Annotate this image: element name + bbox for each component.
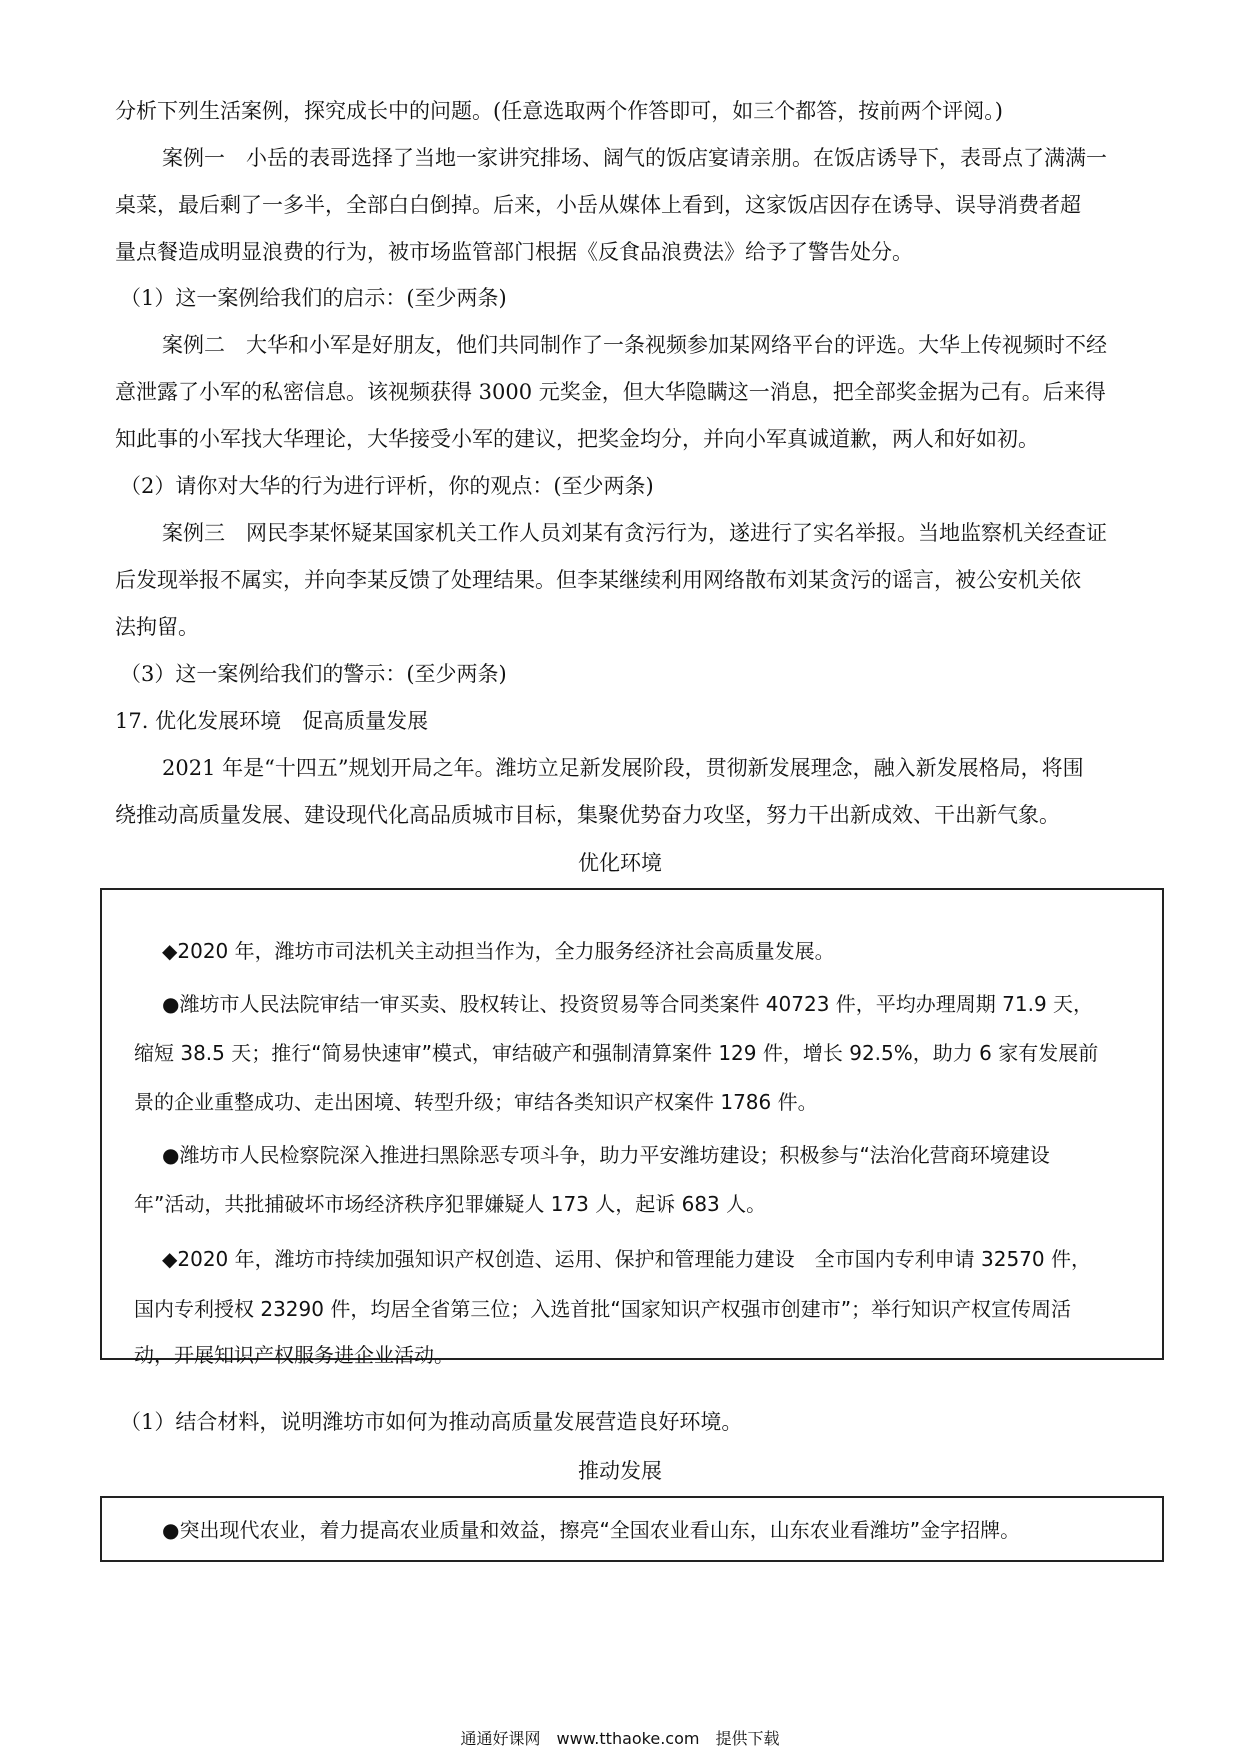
case1-question: （1）这一案例给我们的启示：(至少两条)	[120, 286, 507, 310]
case2-line-2: 意泄露了小军的私密信息。该视频获得 3000 元奖金，但大华隐瞒这一消息，把全部奖金据为己有。后来得	[115, 380, 1106, 404]
box2-line-1: ●突出现代农业，着力提高农业质量和效益，擦亮“全国农业看山东，山东农业看潍坊”金字招牌。	[162, 1518, 1021, 1542]
box1-line-6: 年”活动，共批捕破坏市场经济秩序犯罪嫌疑人 173 人，起诉 683 人。	[134, 1192, 767, 1216]
box1-line-3: 缩短 38.5 天；推行“简易快速审”模式，审结破产和强制清算案件 129 件，增长 92.5%，助力 6 家有发展前	[134, 1041, 1099, 1065]
box1-line-5: ●潍坊市人民检察院深入推进扫黑除恶专项斗争，助力平安潍坊建设；积极参与“法治化营商环境建设	[162, 1143, 1050, 1167]
footer-source: 通通好课网 www.tthaoke.com 提供下载	[460, 1729, 780, 1748]
question-17-title: 17. 优化发展环境 促高质量发展	[115, 709, 429, 733]
question-17-1: （1）结合材料，说明潍坊市如何为推动高质量发展营造良好环境。	[120, 1410, 743, 1434]
material-box-development	[100, 1496, 1164, 1562]
box1-line-2: ●潍坊市人民法院审结一审买卖、股权转让、投资贸易等合同类案件 40723 件，平均办理周期 71.9 天，	[162, 992, 1094, 1016]
case3-line-3: 法拘留。	[115, 615, 199, 639]
intro-text: 分析下列生活案例，探究成长中的问题。(任意选取两个作答即可，如三个都答，按前两个评阅。)	[115, 99, 1003, 123]
case1-line-2: 桌菜，最后剩了一多半，全部白白倒掉。后来，小岳从媒体上看到，这家饭店因存在诱导、误导消费者超	[115, 193, 1081, 217]
box1-line-7: ◆2020 年，潍坊市持续加强知识产权创造、运用、保护和管理能力建设 全市国内专利申请 32570 件，	[162, 1247, 1091, 1271]
case3-question: （3）这一案例给我们的警示：(至少两条)	[120, 662, 507, 686]
case1-line-3: 量点餐造成明显浪费的行为，被市场监管部门根据《反食品浪费法》给予了警告处分。	[115, 240, 913, 264]
case3-line-1: 案例三 网民李某怀疑某国家机关工作人员刘某有贪污行为，遂进行了实名举报。当地监察机关经查证	[162, 521, 1107, 545]
box1-line-9: 动，开展知识产权服务进企业活动。	[134, 1343, 454, 1367]
section-heading-promote-development: 推动发展	[578, 1459, 662, 1483]
section-heading-optimize-environment: 优化环境	[578, 851, 662, 875]
box1-line-4: 景的企业重整成功、走出困境、转型升级；审结各类知识产权案件 1786 件。	[134, 1090, 818, 1114]
question-17-intro-line-2: 绕推动高质量发展、建设现代化高品质城市目标，集聚优势奋力攻坚，努力干出新成效、干出新气象。	[115, 803, 1060, 827]
case2-question: （2）请你对大华的行为进行评析，你的观点：(至少两条)	[120, 474, 654, 498]
question-17-intro-line-1: 2021 年是“十四五”规划开局之年。潍坊立足新发展阶段，贯彻新发展理念，融入新发展格局，将围	[162, 756, 1084, 780]
box1-line-1: ◆2020 年，潍坊市司法机关主动担当作为，全力服务经济社会高质量发展。	[162, 939, 835, 963]
case2-line-1: 案例二 大华和小军是好朋友，他们共同制作了一条视频参加某网络平台的评选。大华上传视频时不经	[162, 333, 1107, 357]
case3-line-2: 后发现举报不属实，并向李某反馈了处理结果。但李某继续利用网络散布刘某贪污的谣言，被公安机关依	[115, 568, 1081, 592]
material-box-environment	[100, 888, 1164, 1367]
case1-line-1: 案例一 小岳的表哥选择了当地一家讲究排场、阔气的饭店宴请亲朋。在饭店诱导下，表哥点了满满一	[162, 146, 1107, 170]
box1-line-8: 国内专利授权 23290 件，均居全省第三位；入选首批“国家知识产权强市创建市”；举行知识产权宣传周活	[134, 1297, 1072, 1321]
case2-line-3: 知此事的小军找大华理论，大华接受小军的建议，把奖金均分，并向小军真诚道歉，两人和好如初。	[115, 427, 1039, 451]
